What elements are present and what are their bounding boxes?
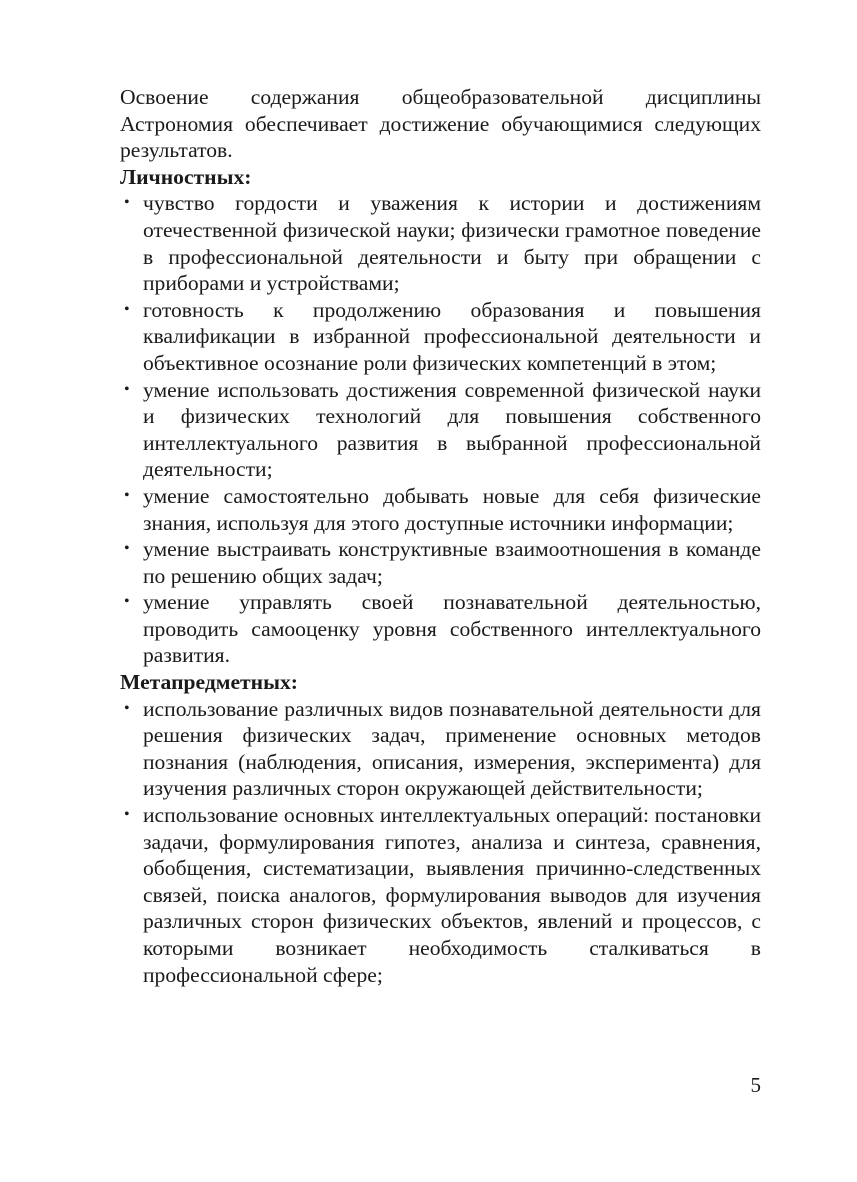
bullet-list-personal: [120, 190, 761, 669]
section-metasubject: [120, 669, 761, 988]
list-item: [120, 377, 761, 483]
list-item-text: умение самостоятельно добывать новые для себя физические знания, используя для этого доступные источники информации;: [143, 483, 761, 535]
list-item-text: использование различных видов познавательной деятельности для решения физических задач, применение основных методов познания (наблюдения, описания, измерения, эксперимента) для изучения различных сторон окружающей действительности;: [143, 696, 761, 801]
bullet-icon: •: [124, 194, 130, 212]
intro-text: Освоение содержания общеобразовательной дисциплины Астрономия обеспечивает достижение обучающимися следующих результатов.: [120, 85, 761, 163]
bullet-icon: •: [124, 300, 130, 318]
list-item: [120, 190, 761, 296]
bullet-list-metasubject: [120, 696, 761, 989]
list-item: [120, 297, 761, 377]
section-heading-personal: Личностных:: [120, 164, 252, 189]
list-item-text: готовность к продолжению образования и повышения квалификации в избранной профессиональной деятельности и объективное осознание роли физических компетенций в этом;: [143, 297, 761, 375]
section-heading-metasubject: Метапредметных:: [120, 670, 298, 695]
list-item: [120, 696, 761, 802]
list-item: [120, 536, 761, 589]
list-item-text: умение использовать достижения современной физической науки и физических технологий для повышения собственного интеллектуального развития в выбранной профессиональной деятельности;: [143, 377, 761, 482]
list-item-text: умение выстраивать конструктивные взаимоотношения в команде по решению общих задач;: [143, 537, 761, 588]
page-number: 5: [750, 1073, 761, 1097]
list-item-text: умение управлять своей познавательной деятельностью, проводить самооценку уровня собственного интеллектуального развития.: [143, 590, 761, 668]
bullet-icon: •: [124, 699, 130, 717]
bullet-icon: •: [124, 593, 130, 611]
list-item-text: чувство гордости и уважения к истории и достижениям отечественной физической науки; физически грамотное поведение в профессиональной деятельности и быту при обращении с приборами и устройствами;: [143, 191, 761, 296]
bullet-icon: •: [124, 540, 130, 558]
list-item-text: использование основных интеллектуальных операций: постановки задачи, формулирования гипотез, анализа и синтеза, сравнения, обобщения, систематизации, выявления причинно-следственных связей, поиска аналогов, формулирования выводов для изучения различных сторон физических объектов, явлений и процессов, с которыми возникает необходимость сталкиваться в профессиональной сфере;: [143, 803, 761, 987]
section-personal: [120, 164, 761, 669]
bullet-icon: •: [124, 380, 130, 398]
intro-paragraph: [120, 84, 761, 164]
list-item: [120, 483, 761, 536]
page-body: [120, 84, 761, 988]
bullet-icon: •: [124, 806, 130, 824]
list-item: [120, 589, 761, 669]
bullet-icon: •: [124, 486, 130, 504]
list-item: [120, 802, 761, 988]
